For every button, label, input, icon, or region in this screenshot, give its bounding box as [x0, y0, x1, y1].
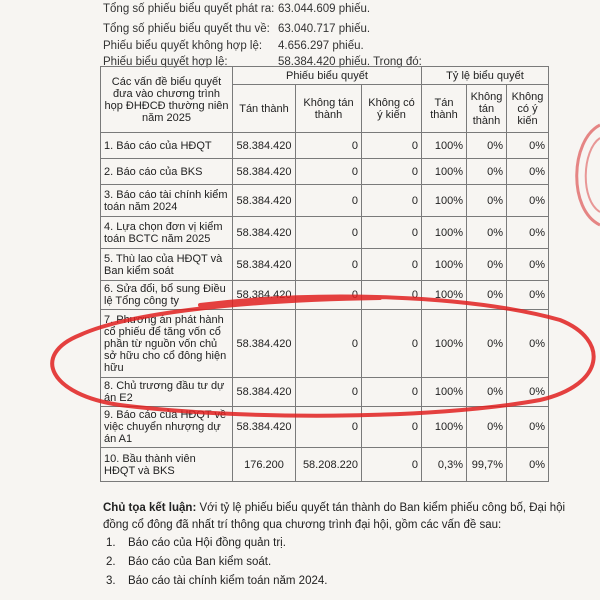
- approve-votes: 58.384.420: [233, 159, 296, 185]
- no-opinion-votes: 0: [362, 281, 422, 310]
- summary-value: 63.044.609 phiếu.: [278, 3, 371, 15]
- row-topic: 3. Báo cáo tài chính kiểm toán năm 2024: [101, 185, 233, 217]
- no-opinion-votes: 0: [362, 185, 422, 217]
- summary-label: Phiếu biểu quyết hợp lệ:: [103, 56, 228, 68]
- against-ratio: 0%: [467, 185, 507, 217]
- approve-votes: 58.384.420: [233, 249, 296, 281]
- item-number: 1.: [106, 537, 116, 549]
- against-votes: 0: [296, 185, 362, 217]
- approve-ratio: 100%: [422, 378, 467, 407]
- header-topic: Các vấn đề biểu quyết đưa vào chương trình họp ĐHĐCĐ thường niên năm 2025: [101, 67, 233, 133]
- against-ratio: 0%: [467, 281, 507, 310]
- row-topic: 7. Phương án phát hành cổ phiếu để tăng vốn cổ phần từ nguồn vốn chủ sở hữu cho cổ đông hiện hữu: [101, 310, 233, 378]
- col-header: Không tán thành: [296, 85, 362, 133]
- table-row: [101, 133, 549, 159]
- against-votes: 0: [296, 249, 362, 281]
- header-votes-group: Phiếu biểu quyết: [233, 67, 422, 85]
- table-row: [101, 448, 549, 482]
- row-topic: 1. Báo cáo của HĐQT: [101, 133, 233, 159]
- approve-ratio: 100%: [422, 185, 467, 217]
- no-opinion-ratio: 0%: [507, 217, 549, 249]
- table-row: [101, 407, 549, 448]
- against-votes: 0: [296, 217, 362, 249]
- approve-ratio: 100%: [422, 217, 467, 249]
- no-opinion-ratio: 0%: [507, 378, 549, 407]
- summary-invalid: [103, 40, 364, 52]
- against-votes: 0: [296, 407, 362, 448]
- approve-ratio: 100%: [422, 281, 467, 310]
- list-item: [106, 572, 327, 591]
- summary-value: 4.656.297 phiếu.: [278, 40, 364, 52]
- col-header: Tán thành: [233, 85, 296, 133]
- conclusion-lead: Chủ tọa kết luận:: [103, 502, 197, 514]
- summary-collected: [103, 23, 371, 35]
- approve-votes: 58.384.420: [233, 133, 296, 159]
- header-ratio-group: Tỷ lệ biểu quyết: [422, 67, 549, 85]
- row-topic: 10. Bầu thành viên HĐQT và BKS: [101, 448, 233, 482]
- approve-votes: 58.384.420: [233, 185, 296, 217]
- no-opinion-ratio: 0%: [507, 249, 549, 281]
- col-header: Không tán thành: [467, 85, 507, 133]
- against-ratio: 99,7%: [467, 448, 507, 482]
- table-row: [101, 249, 549, 281]
- no-opinion-ratio: 0%: [507, 407, 549, 448]
- against-ratio: 0%: [467, 217, 507, 249]
- table-row: [101, 378, 549, 407]
- item-number: 2.: [106, 556, 116, 568]
- col-header: Tán thành: [422, 85, 467, 133]
- voting-results-table: [100, 66, 549, 482]
- row-topic: 8. Chủ trương đầu tư dự án E2: [101, 378, 233, 407]
- summary-label: Tổng số phiếu biểu quyết phát ra:: [103, 3, 275, 15]
- approve-votes: 176.200: [233, 448, 296, 482]
- row-topic: 9. Báo cáo của HĐQT về việc chuyển nhượng dự án A1: [101, 407, 233, 448]
- approve-votes: 58.384.420: [233, 281, 296, 310]
- summary-value: 58.384.420 phiếu. Trong đó:: [278, 56, 422, 68]
- col-header: Không có ý kiến: [507, 85, 549, 133]
- approve-votes: 58.384.420: [233, 217, 296, 249]
- summary-issued: [103, 3, 371, 15]
- no-opinion-votes: 0: [362, 249, 422, 281]
- against-ratio: 0%: [467, 249, 507, 281]
- item-number: 3.: [106, 575, 116, 587]
- against-ratio: 0%: [467, 407, 507, 448]
- row-topic: 4. Lựa chọn đơn vị kiểm toán BCTC năm 2025: [101, 217, 233, 249]
- list-item: [106, 534, 327, 553]
- no-opinion-ratio: 0%: [507, 281, 549, 310]
- list-item: [106, 553, 327, 572]
- table-row: [101, 281, 549, 310]
- summary-label: Tổng số phiếu biểu quyết thu về:: [103, 23, 270, 35]
- col-header: Không có ý kiến: [362, 85, 422, 133]
- against-ratio: 0%: [467, 133, 507, 159]
- no-opinion-votes: 0: [362, 217, 422, 249]
- no-opinion-votes: 0: [362, 133, 422, 159]
- no-opinion-ratio: 0%: [507, 133, 549, 159]
- against-votes: 0: [296, 133, 362, 159]
- item-text: Báo cáo tài chính kiểm toán năm 2024.: [128, 575, 328, 587]
- against-votes: 0: [296, 378, 362, 407]
- item-text: Báo cáo của Hội đồng quản trị.: [128, 537, 286, 549]
- row-topic: 5. Thù lao của HĐQT và Ban kiểm soát: [101, 249, 233, 281]
- no-opinion-votes: 0: [362, 159, 422, 185]
- no-opinion-ratio: 0%: [507, 310, 549, 378]
- no-opinion-votes: 0: [362, 310, 422, 378]
- approve-ratio: 100%: [422, 407, 467, 448]
- row-topic: 2. Báo cáo của BKS: [101, 159, 233, 185]
- approve-ratio: 100%: [422, 310, 467, 378]
- summary-label: Phiếu biểu quyết không hợp lệ:: [103, 40, 263, 52]
- no-opinion-ratio: 0%: [507, 159, 549, 185]
- red-stamp-icon: [560, 120, 600, 230]
- against-ratio: 0%: [467, 378, 507, 407]
- against-ratio: 0%: [467, 159, 507, 185]
- no-opinion-votes: 0: [362, 448, 422, 482]
- summary-value: 63.040.717 phiếu.: [278, 23, 371, 35]
- approve-votes: 58.384.420: [233, 378, 296, 407]
- approved-items-list: [106, 534, 327, 591]
- approve-ratio: 100%: [422, 159, 467, 185]
- approve-ratio: 100%: [422, 249, 467, 281]
- no-opinion-ratio: 0%: [507, 448, 549, 482]
- table-row: [101, 310, 549, 378]
- table-row: [101, 185, 549, 217]
- conclusion-text: Với tỷ lệ phiếu biểu quyết tán thành do Ban kiểm phiếu công bố, Đại hội đồng cổ đông đã nhất trí thông qua chương trình đại hội, gồm các vấn đề sau:: [103, 502, 566, 531]
- table-row: [101, 159, 549, 185]
- against-votes: 0: [296, 310, 362, 378]
- approve-votes: 58.384.420: [233, 310, 296, 378]
- approve-ratio: 0,3%: [422, 448, 467, 482]
- against-votes: 0: [296, 281, 362, 310]
- against-ratio: 0%: [467, 310, 507, 378]
- no-opinion-ratio: 0%: [507, 185, 549, 217]
- conclusion: [103, 500, 593, 534]
- no-opinion-votes: 0: [362, 378, 422, 407]
- item-text: Báo cáo của Ban kiểm soát.: [128, 556, 272, 568]
- approve-ratio: 100%: [422, 133, 467, 159]
- table-row: [101, 217, 549, 249]
- against-votes: 58.208.220: [296, 448, 362, 482]
- no-opinion-votes: 0: [362, 407, 422, 448]
- approve-votes: 58.384.420: [233, 407, 296, 448]
- against-votes: 0: [296, 159, 362, 185]
- row-topic: 6. Sửa đổi, bổ sung Điều lệ Tổng công ty: [101, 281, 233, 310]
